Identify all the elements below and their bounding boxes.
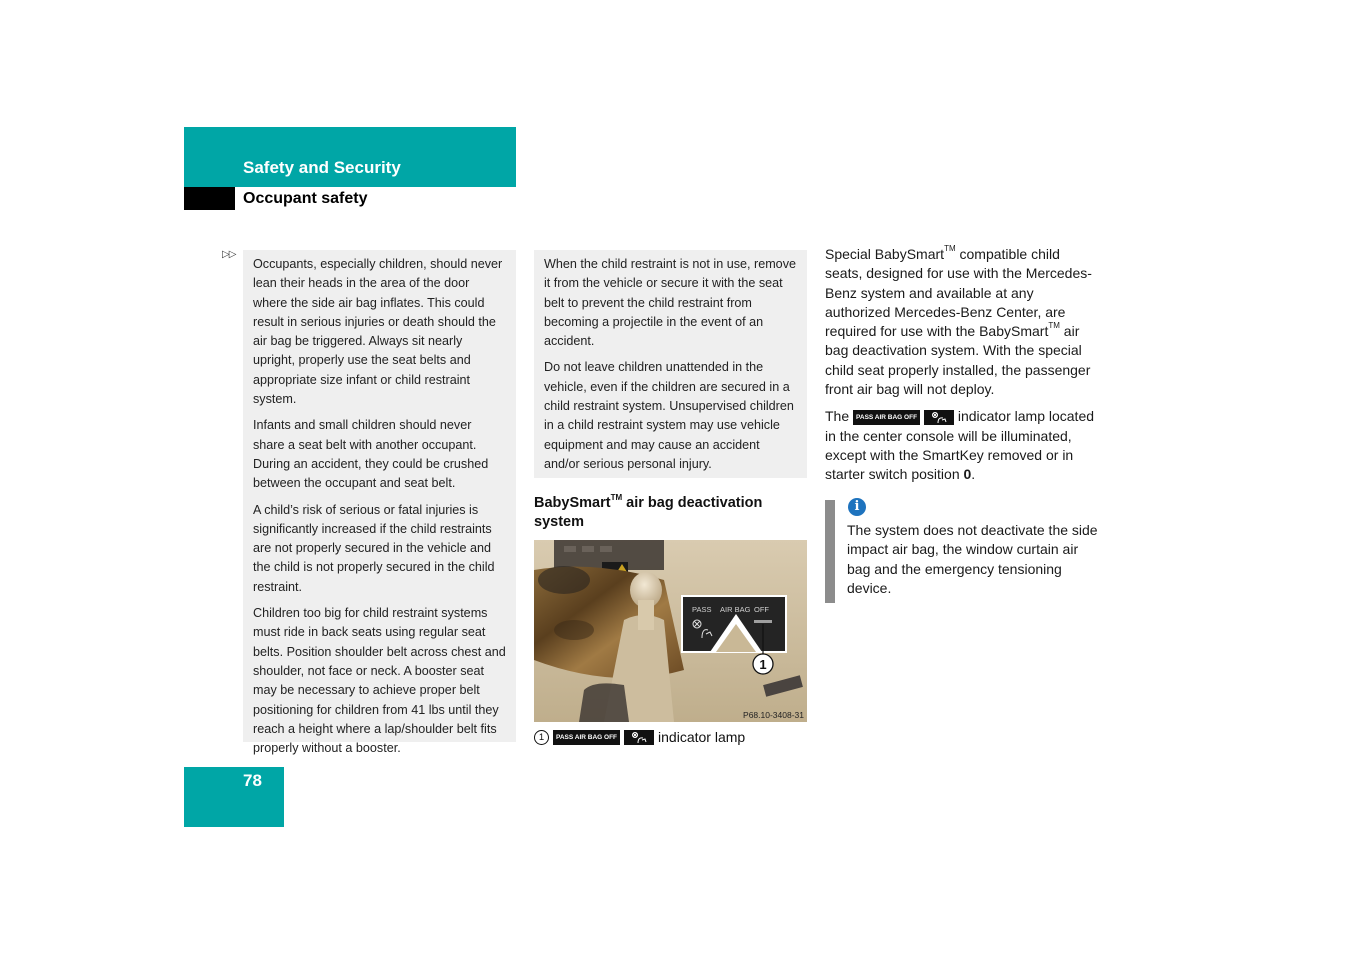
indicator-lamp-bar xyxy=(754,620,772,623)
trademark-mark: TM xyxy=(610,493,623,502)
right-column xyxy=(825,245,1100,493)
trademark-mark: TM xyxy=(1048,321,1060,331)
warning-paragraph: Do not leave children unattended in the vehicle, even if the children are secured in a child restraint system. Unsupervised children in a child restraint system may use vehicle equipment and may cause an accident and/or serious personal injury. xyxy=(544,360,794,471)
page-number-block xyxy=(184,767,284,827)
switch-position: 0 xyxy=(963,466,972,483)
warning-paragraph: A child’s risk of serious or fatal injuries is significantly increased if the child restraints are not properly secured in the vehicle and the child is not properly secured in the child restraint. xyxy=(253,502,495,594)
warning-paragraph: Infants and small children should never share a seat belt with another occupant. During an accident, they could be crushed between the occupant and seat belt. xyxy=(253,418,489,491)
heading-text: BabySmart xyxy=(534,495,611,511)
header-band xyxy=(184,127,516,187)
paragraph-indicator-lamp xyxy=(825,407,1100,484)
warning-paragraph: Occupants, especially children, should never lean their heads in the area of the door where the side air bag inflates. This could result in serious injuries or death should the air bag be triggered. Always sit nearly upright, properly use the seat belts and appropriate size infant or child restraint system. xyxy=(253,257,503,407)
info-text: The system does not deactivate the side impact air bag, the window curtain air bag and the emergency tensioning device. xyxy=(847,522,1098,596)
panel-label-airbag: AIR BAG xyxy=(720,605,751,614)
pass-airbag-off-badge: PASS AIR BAG OFF xyxy=(853,410,920,425)
paragraph-babysmart-seats xyxy=(825,245,1100,399)
page-number: 78 xyxy=(243,771,262,790)
section-heading xyxy=(534,494,807,532)
info-sidebar xyxy=(825,500,835,603)
passenger-airbag-off-icon xyxy=(924,410,954,425)
info-icon: i xyxy=(848,498,866,516)
text-run: indicator lamp located in the center console will be illuminated, except with the SmartKey removed or in starter switch position xyxy=(825,408,1095,483)
passenger-airbag-off-icon xyxy=(624,730,654,745)
header-marker-block xyxy=(184,187,235,210)
section-subtitle: Occupant safety xyxy=(243,190,368,207)
warning-paragraph: Children too big for child restraint systems must ride in back seats using regular seat belts. Position shoulder belt across chest and shoulder, not face or neck. A booster seat may be necessary to achieve proper belt positioning for children from 41 lbs until they reach a height where a lap/shoulder belt fits properly without a booster. xyxy=(253,606,506,756)
panel-label-off: OFF xyxy=(754,605,769,614)
figure-caption xyxy=(534,729,745,745)
warning-paragraph: When the child restraint is not in use, remove it from the vehicle or secure it with the seat belt to prevent the child restraint from becoming a projectile in the event of an accident. xyxy=(544,257,796,349)
text-run: compatible child seats, designed for use with the Mercedes-Benz system and available at any authorized Mercedes-Benz Center, are required for use with the BabySmart xyxy=(825,246,1092,340)
center-console-figure xyxy=(534,540,807,722)
pass-airbag-off-badge: PASS AIR BAG OFF xyxy=(553,730,620,745)
warning-box-left xyxy=(243,250,516,756)
text-run: Special BabySmart xyxy=(825,246,945,262)
heading-text: air bag deactivation system xyxy=(534,495,763,530)
chapter-title: Safety and Security xyxy=(243,158,401,177)
trademark-mark: TM xyxy=(944,244,956,253)
callout-number: 1 xyxy=(759,657,767,672)
caption-text: indicator lamp xyxy=(658,729,746,745)
image-code: P68.10-3408-31 xyxy=(743,710,804,720)
text-run: air bag deactivation system. With the special child seat properly installed, the passenger front air bag will not deploy. xyxy=(825,323,1091,398)
text-run: . xyxy=(971,466,976,483)
warning-box-middle xyxy=(534,250,807,478)
text-run: The xyxy=(825,408,850,425)
panel-label-pass: PASS xyxy=(692,605,712,614)
continuation-marker: ▷▷ xyxy=(222,249,236,260)
caption-number: 1 xyxy=(534,730,549,745)
console-illustration xyxy=(534,540,807,722)
